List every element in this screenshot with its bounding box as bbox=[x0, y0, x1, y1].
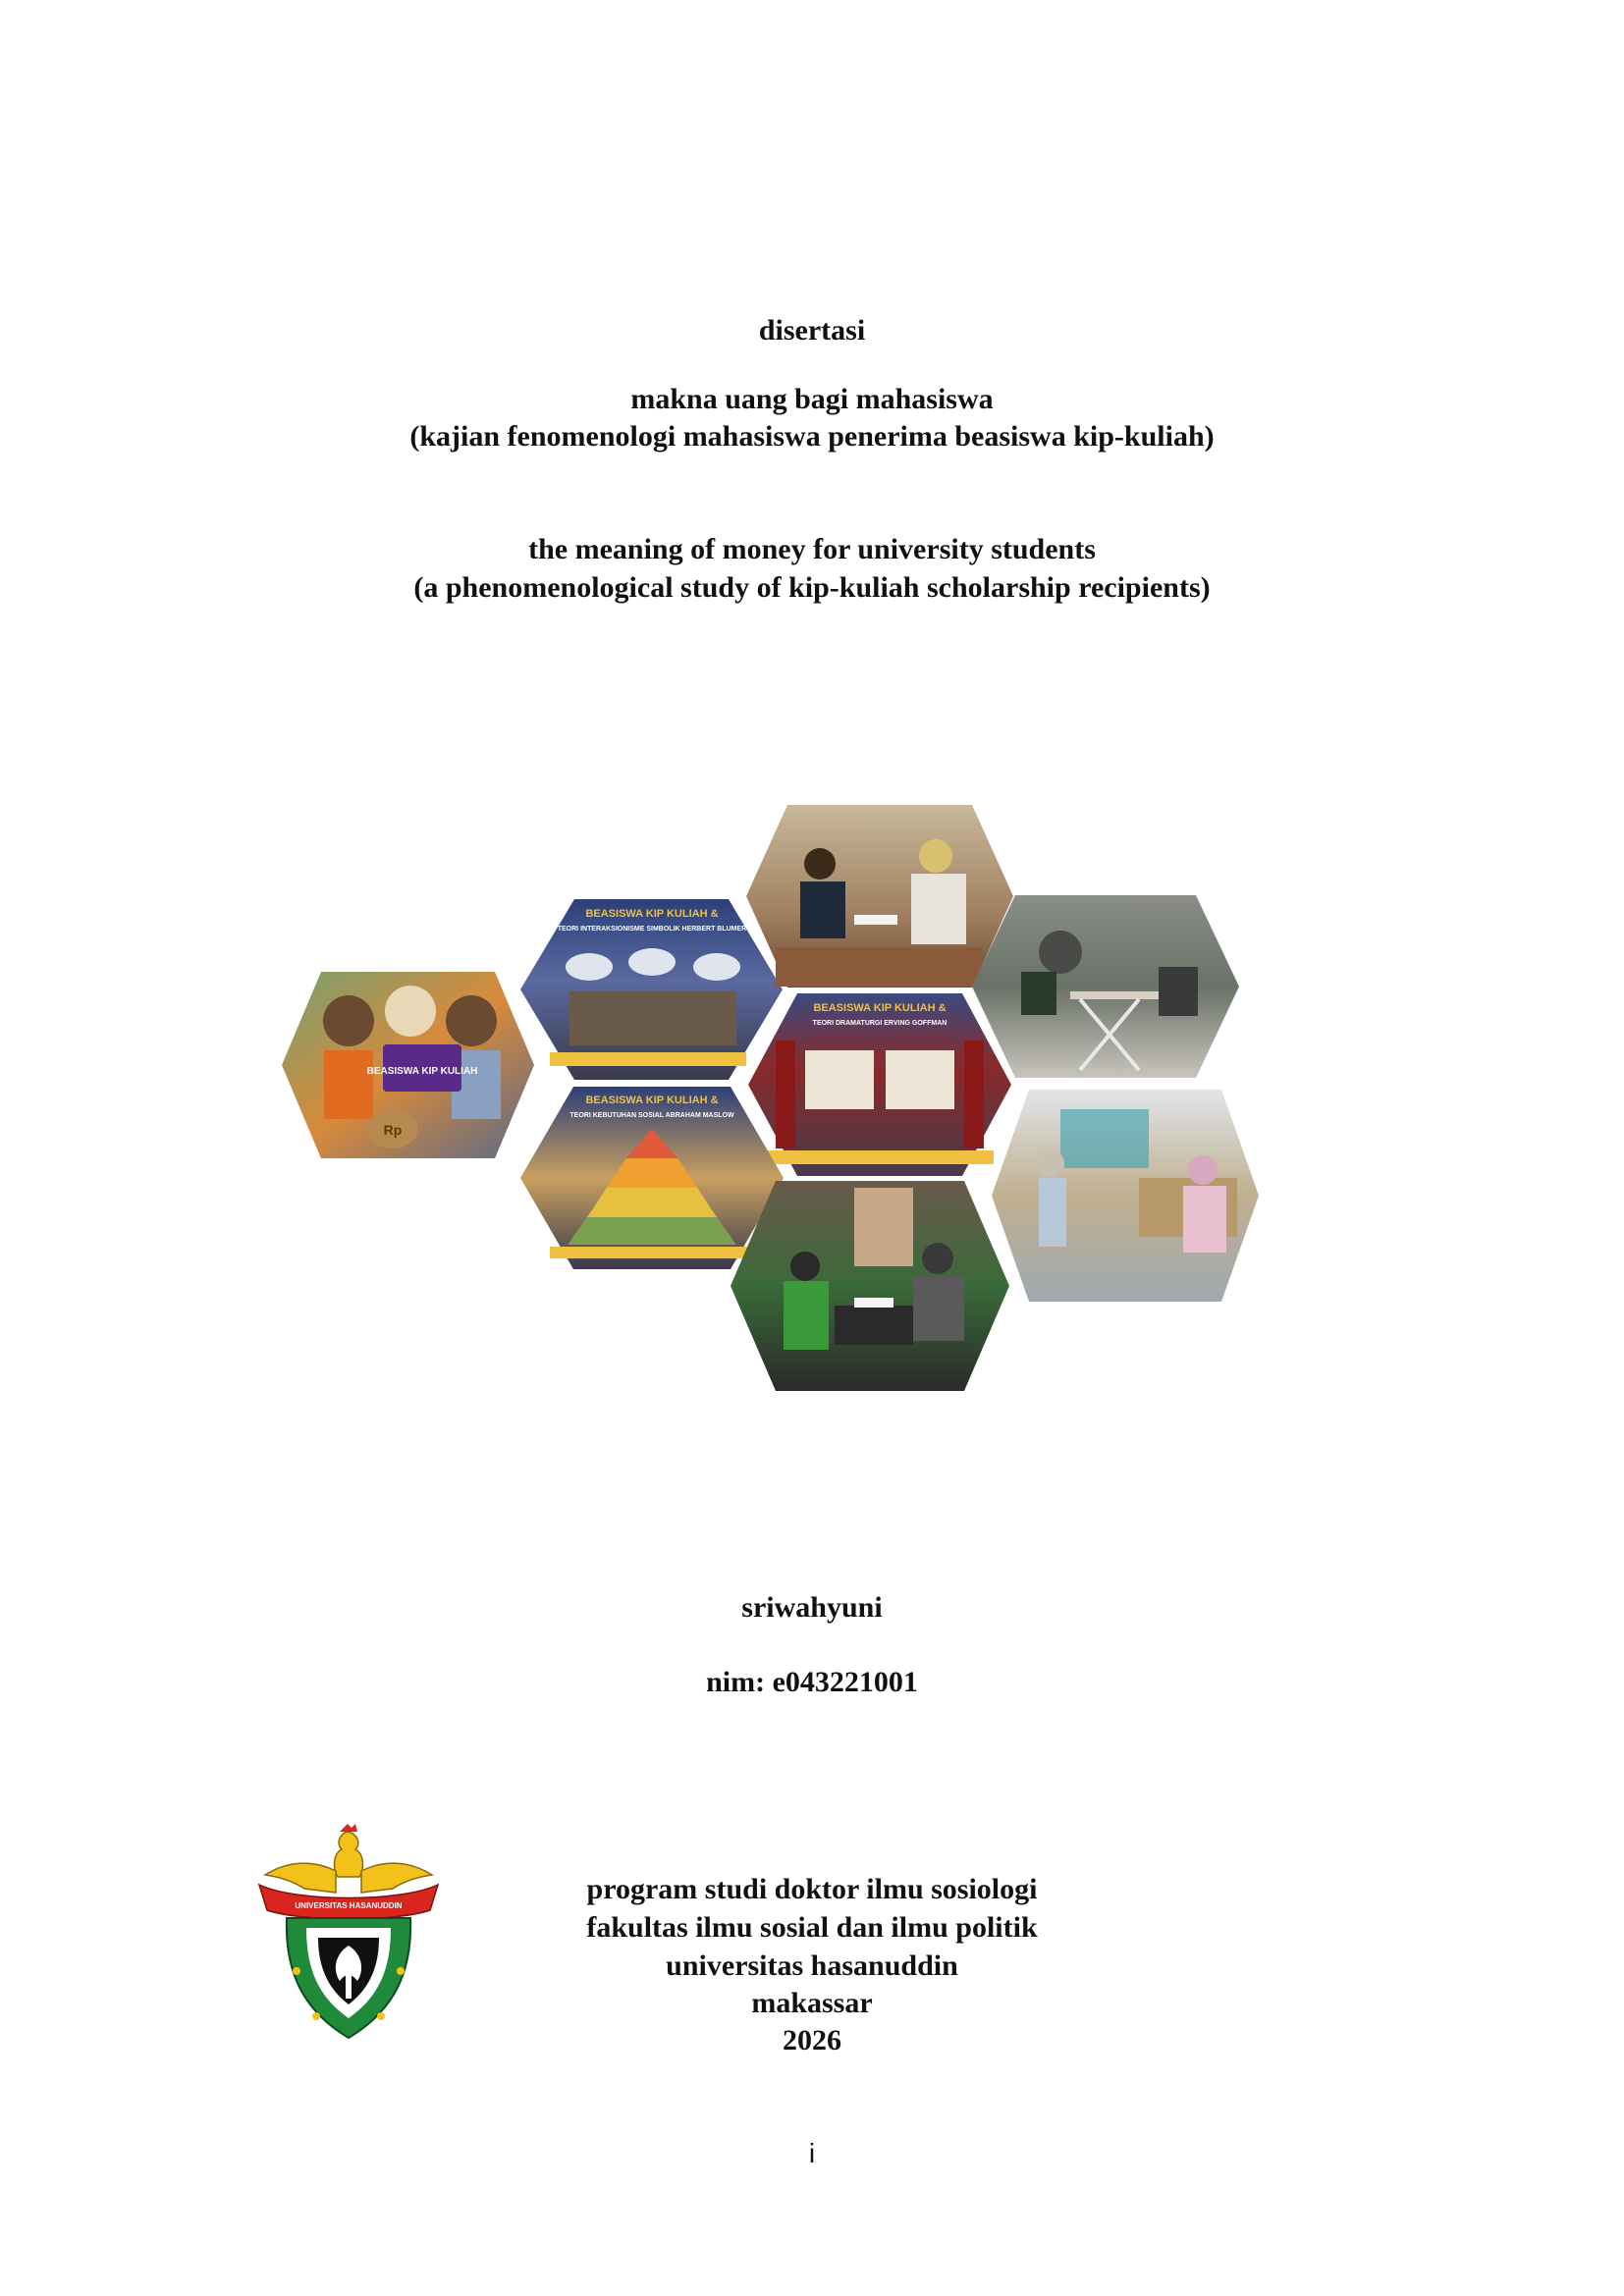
title-en-line2: (a phenomenological study of kip-kuliah scholarship recipients) bbox=[413, 571, 1211, 604]
hex-students-beasiswa bbox=[282, 972, 534, 1158]
city: makassar bbox=[751, 1987, 873, 2019]
hex-interview-office bbox=[746, 805, 1013, 988]
title-en-line1: the meaning of money for university students bbox=[528, 533, 1096, 565]
rp-bag-text: Rp bbox=[383, 1122, 403, 1138]
maslow-caption: BEASISWA KIP KULIAH & bbox=[585, 1095, 719, 1106]
maslow-sub: TEORI KEBUTUHAN SOSIAL ABRAHAM MASLOW bbox=[569, 1112, 734, 1119]
logo-banner-text: UNIVERSITAS HASANUDDIN bbox=[295, 1901, 403, 1910]
beasiswa-sign-text: BEASISWA KIP KULIAH bbox=[366, 1066, 478, 1077]
universitas: universitas hasanuddin bbox=[666, 1949, 958, 1982]
fakultas: fakultas ilmu sosial dan ilmu politik bbox=[586, 1911, 1038, 1944]
dramaturgi-sub: TEORI DRAMATURGI ERVING GOFFMAN bbox=[812, 1020, 947, 1027]
hex-interview-green bbox=[731, 1181, 1009, 1391]
interaksionisme-caption: BEASISWA KIP KULIAH & bbox=[585, 908, 719, 920]
student-nim: nim: e043221001 bbox=[706, 1666, 918, 1698]
title-id-line1: makna uang bagi mahasiswa bbox=[630, 383, 994, 415]
dramaturgi-caption: BEASISWA KIP KULIAH & bbox=[813, 1002, 947, 1014]
document-type: disertasi bbox=[758, 314, 866, 347]
hex-teori-maslow bbox=[520, 1087, 784, 1269]
hex-interview-room bbox=[972, 895, 1239, 1078]
title-id-line2: (kajian fenomenologi mahasiswa penerima beasiswa kip-kuliah) bbox=[409, 420, 1215, 453]
page-number: i bbox=[808, 2138, 816, 2168]
interaksionisme-sub: TEORI INTERAKSIONISME SIMBOLIK HERBERT BLUMER bbox=[557, 926, 747, 933]
year: 2026 bbox=[783, 2024, 841, 2056]
hex-interview-desk bbox=[992, 1090, 1259, 1302]
author-name: sriwahyuni bbox=[741, 1591, 883, 1624]
program-studi: program studi doktor ilmu sosiologi bbox=[586, 1873, 1038, 1905]
hex-teori-interaksionisme bbox=[520, 899, 783, 1080]
hex-teori-dramaturgi bbox=[748, 993, 1011, 1176]
